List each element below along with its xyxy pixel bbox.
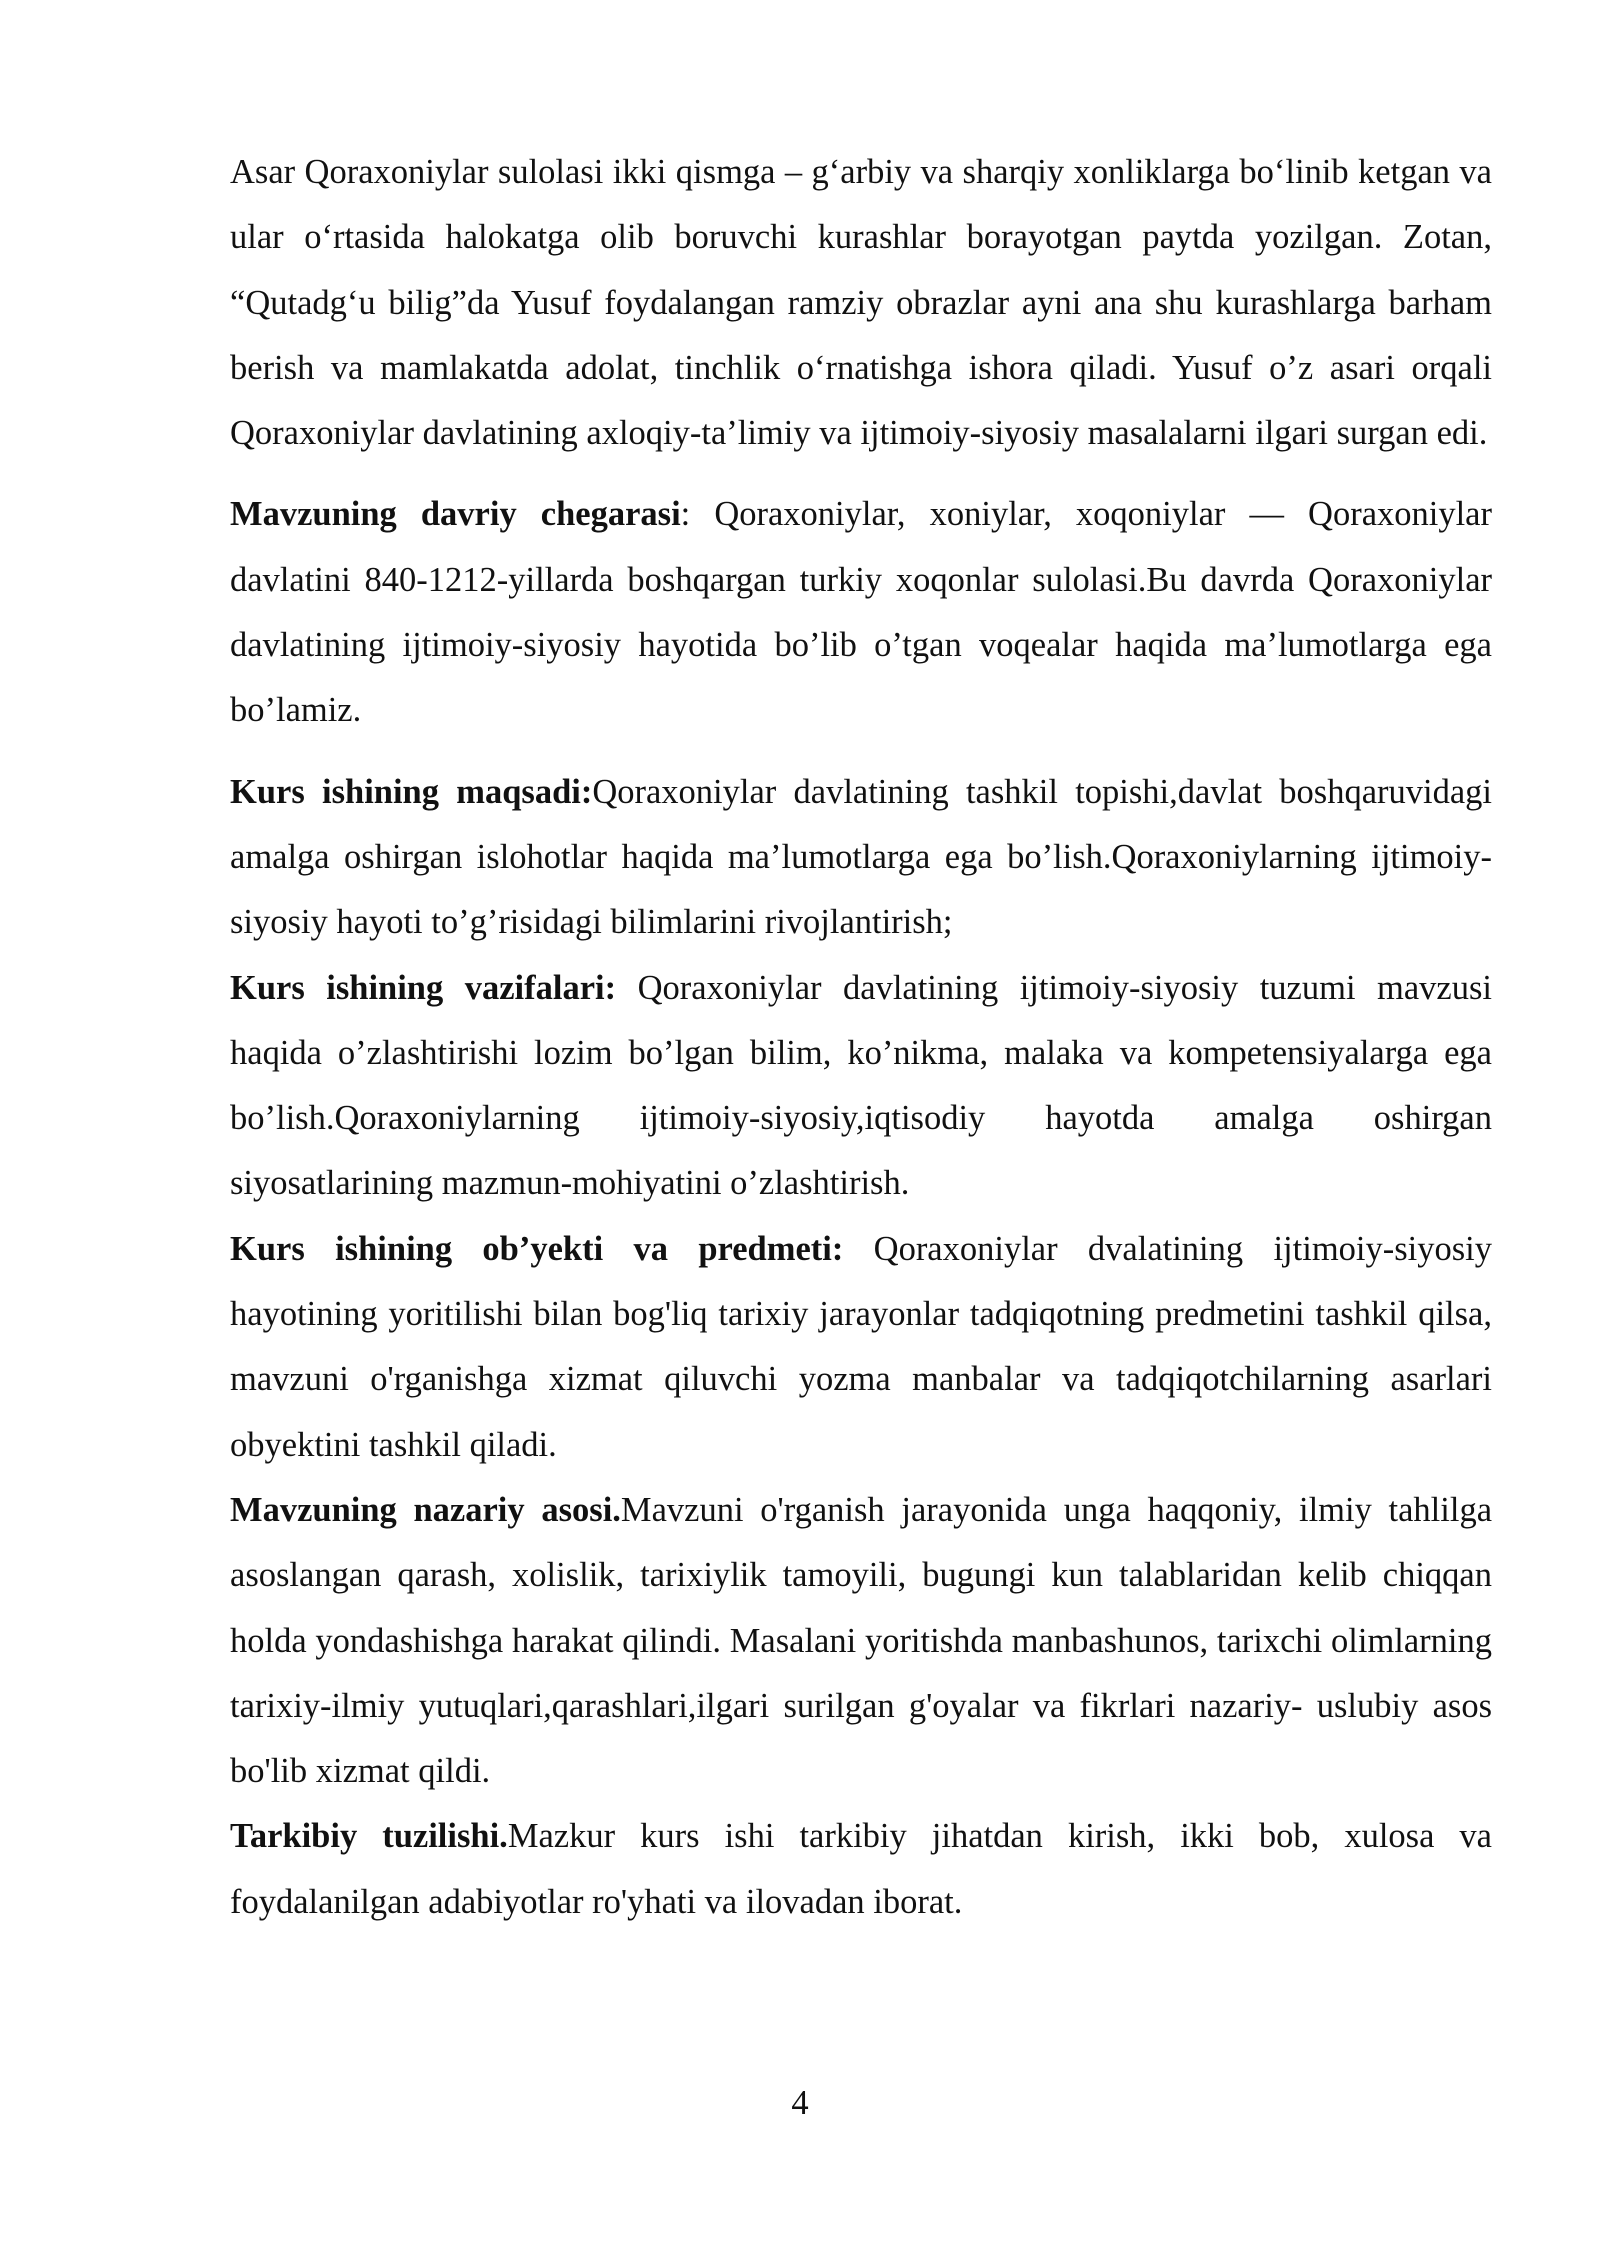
paragraph-lead: Kurs ishining ob’yekti va predmeti:	[230, 1229, 844, 1268]
paragraph-text: Mavzuni o'rganish jarayonida unga haqqoniy, ilmiy tahlilga asoslangan qarash, xolislik, tarixiylik tamoyili, bugungi kun talablaridan kelib chiqqan holda yondashishga harakat qilindi. Masalani yoritishda manbashunos, tarixchi olimlarning tarixiy-ilmiy yutuqlari,qarashlari,ilgari surilgan g'oyalar va fikrlari nazariy- uslubiy asos bo'lib xizmat qildi.	[230, 1490, 1493, 1791]
page-number: 4	[791, 2084, 809, 2122]
paragraph-text: : Qoraxoniylar, xoniylar, xoqoniylar — Qoraxoniylar davlatini 840-1212-yillarda boshqargan turkiy xoqonlar sulolasi.Bu davrda Qoraxoniylar davlatining ijtimoiy-siyosiy hayotida bo’lib o’tgan voqealar haqida ma’lumotlarga ega bo’lamiz.	[230, 495, 1492, 730]
paragraph-tarkibiy-tuzilishi	[230, 1804, 1492, 1935]
paragraph-davriy-chegarasi	[230, 482, 1492, 743]
paragraph-vazifalari	[230, 956, 1492, 1217]
paragraph-text: Asar Qoraxoniylar sulolasi ikki qismga – g‘arbiy va sharqiy xonliklarga bo‘linib ketgan va ular o‘rtasida halokatga olib boruvchi kurashlar borayotgan paytda yozilgan. Zotan, “Qutadg‘u bilig”da Yusuf foydalangan ramziy obrazlar ayni ana shu kurashlarga barham berish va mamlakatda adolat, tinchlik o‘rnatishga ishora qiladi. Yusuf o’z asari orqali Qoraxoniylar davlatining axloqiy-ta’limiy va ijtimoiy-siyosiy masalalarni ilgari surgan edi.	[230, 153, 1492, 453]
paragraph-obyekti-predmeti	[230, 1217, 1492, 1478]
paragraph-text: Qoraxoniylar davlatining ijtimoiy-siyosiy tuzumi mavzusi haqida o’zlashtirishi lozim bo’lgan bilim, ko’nikma, malaka va kompetensiyalarga ega bo’lish.Qoraxoniylarning ijtimoiy-siyosiy,iqtisodiy hayotda amalga oshirgan siyosatlarining mazmun-mohiyatini o’zlashtirish.	[230, 968, 1492, 1203]
paragraph-maqsadi	[230, 760, 1492, 956]
paragraph-text: Mazkur kurs ishi tarkibiy jihatdan kirish, ikki bob, xulosa va foydalanilgan adabiyotlar ro'yhati va ilovadan iborat.	[230, 1817, 1492, 1921]
paragraph-text: Qoraxoniylar dvalatining ijtimoiy-siyosiy hayotining yoritilishi bilan bog'liq tarixiy jarayonlar tadqiqotning predmetini tashkil qilsa, mavzuni o'rganishga xizmat qiluvchi yozma manbalar va tadqiqotchilarning asarlari obyektini tashkil qiladi.	[230, 1229, 1492, 1464]
paragraph-lead: Kurs ishining maqsadi:	[230, 772, 593, 811]
paragraph-nazariy-asosi	[230, 1478, 1492, 1804]
paragraph-lead: Tarkibiy tuzilishi.	[230, 1817, 508, 1856]
page-content	[230, 140, 1492, 1935]
paragraph-intro	[230, 140, 1492, 466]
paragraph-lead: Mavzuning nazariy asosi.	[230, 1490, 621, 1529]
paragraph-lead: Kurs ishining vazifalari:	[230, 968, 617, 1007]
paragraph-text: Qoraxoniylar davlatining tashkil topishi,davlat boshqaruvidagi amalga oshirgan islohotlar haqida ma’lumotlarga ega bo’lish.Qoraxoniylarning ijtimoiy-siyosiy hayoti to’g’risidagi bilimlarini rivojlantirish;	[230, 772, 1492, 942]
paragraph-lead: Mavzuning davriy chegarasi	[230, 495, 681, 534]
